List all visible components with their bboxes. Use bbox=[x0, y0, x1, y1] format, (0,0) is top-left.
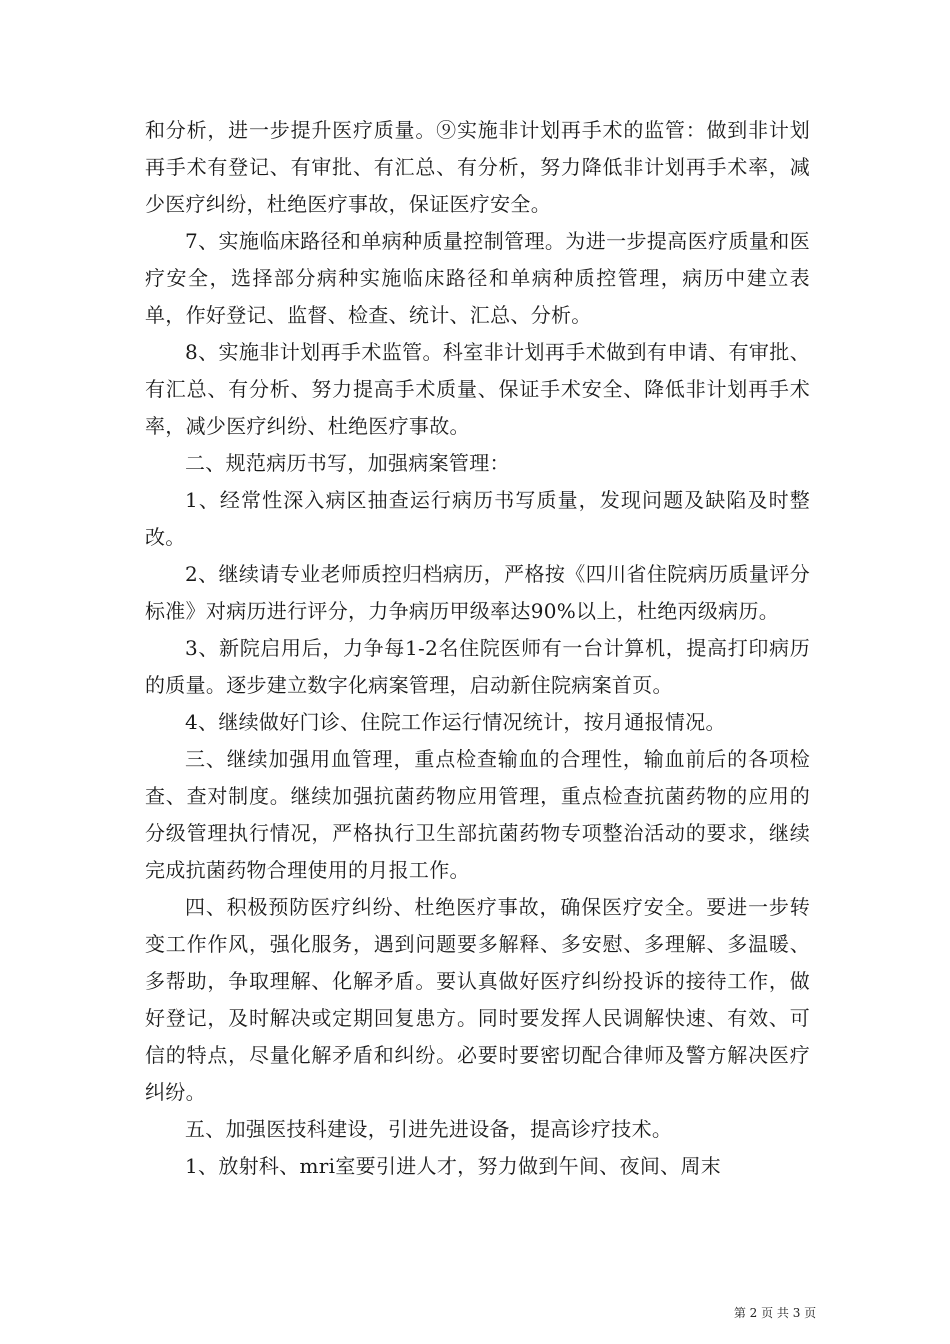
document-body bbox=[145, 112, 810, 1185]
paragraph-1: 和分析，进一步提升医疗质量。⑨实施非计划再手术的监管：做到非计划再手术有登记、有审批、有汇总、有分析，努力降低非计划再手术率，减少医疗纠纷，杜绝医疗事故，保证医疗安全。 bbox=[145, 118, 810, 216]
page-number-footer: 第 2 页 共 3 页 bbox=[733, 1306, 817, 1320]
section-3: 三、继续加强用血管理，重点检查输血的合理性，输血前后的各项检查、查对制度。继续加强抗菌药物应用管理，重点检查抗菌药物的应用的分级管理执行情况，严格执行卫生部抗菌药物专项整治活动的要求，继续完成抗菌药物合理使用的月报工作。 bbox=[145, 747, 810, 882]
paragraph-7: 3、新院启用后，力争每1-2名住院医师有一台计算机，提高打印病历的质量。逐步建立数字化病案管理，启动新住院病案首页。 bbox=[145, 636, 810, 697]
paragraph-6: 2、继续请专业老师质控归档病历，严格按《四川省住院病历质量评分标准》对病历进行评分，力争病历甲级率达90%以上，杜绝丙级病历。 bbox=[145, 562, 810, 623]
section-heading-2: 二、规范病历书写，加强病案管理： bbox=[185, 451, 510, 475]
paragraph-2: 7、实施临床路径和单病种质量控制管理。为进一步提高医疗质量和医疗安全，选择部分病种实施临床路径和单病种质控管理，病历中建立表单，作好登记、监督、检查、统计、汇总、分析。 bbox=[145, 229, 810, 327]
paragraph-12: 1、放射科、mri室要引进人才，努力做到午间、夜间、周末 bbox=[185, 1154, 722, 1178]
paragraph-8: 4、继续做好门诊、住院工作运行情况统计，按月通报情况。 bbox=[185, 710, 726, 734]
paragraph-3: 8、实施非计划再手术监管。科室非计划再手术做到有申请、有审批、有汇总、有分析、努力提高手术质量、保证手术安全、降低非计划再手术率，减少医疗纠纷、杜绝医疗事故。 bbox=[145, 340, 810, 438]
section-heading-5: 五、加强医技科建设，引进先进设备，提高诊疗技术。 bbox=[185, 1117, 673, 1141]
paragraph-5: 1、经常性深入病区抽查运行病历书写质量，发现问题及缺陷及时整改。 bbox=[145, 488, 810, 549]
section-4: 四、积极预防医疗纠纷、杜绝医疗事故，确保医疗安全。要进一步转变工作作风，强化服务，遇到问题要多解释、多安慰、多理解、多温暖、多帮助，争取理解、化解矛盾。要认真做好医疗纠纷投诉的接待工作，做好登记，及时解决或定期回复患方。同时要发挥人民调解快速、有效、可信的特点，尽量化解矛盾和纠纷。必要时要密切配合律师及警方解决医疗纠纷。 bbox=[145, 895, 810, 1104]
